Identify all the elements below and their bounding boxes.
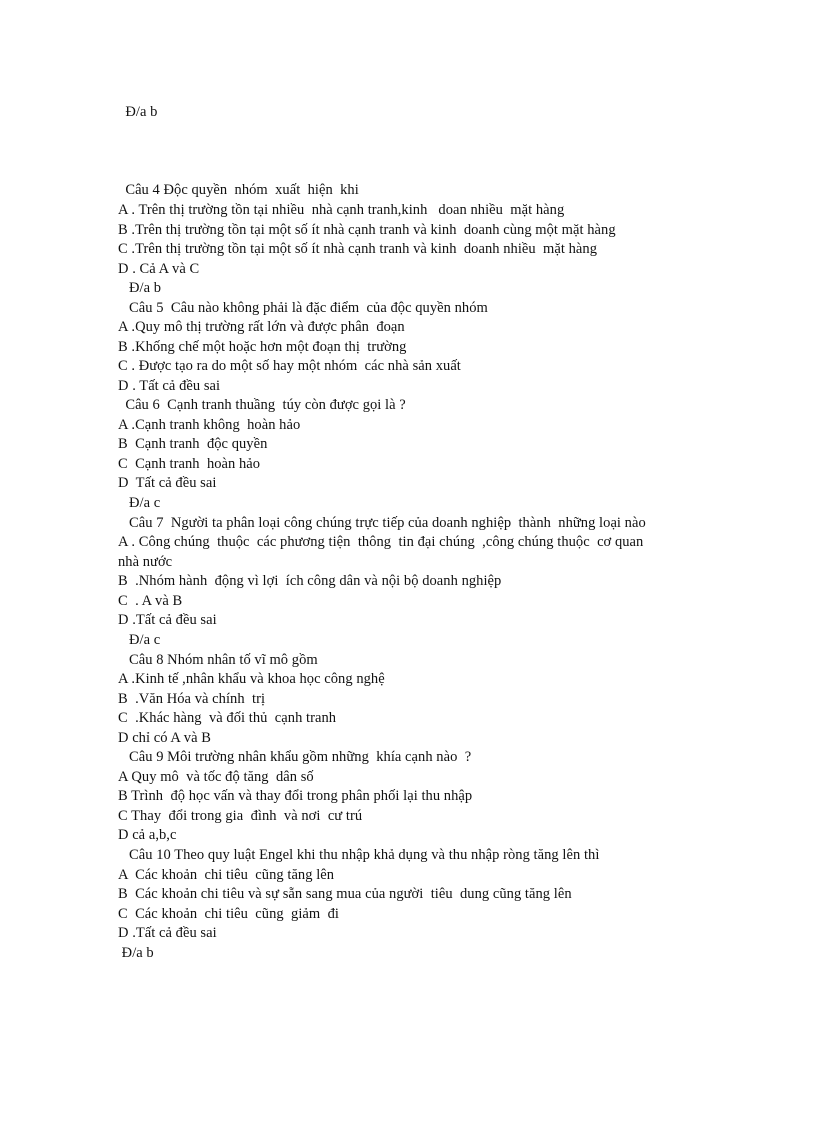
option-line: A . Công chúng thuộc các phương tiện thông tin đại chúng ,công chúng thuộc cơ quan (118, 534, 644, 550)
option-line: D cả a,b,c (118, 827, 177, 843)
option-line: D . Tất cả đều sai (118, 378, 221, 394)
option-line: D chỉ có A và B (118, 730, 211, 746)
option-line: C . Được tạo ra do một số hay một nhóm các nhà sản xuất (118, 358, 461, 374)
option-line: D .Tất cả đều sai (118, 925, 217, 941)
option-line: D .Tất cả đều sai (118, 612, 217, 628)
option-line: B Các khoản chi tiêu và sự sẵn sang mua của người tiêu dung cũng tăng lên (118, 886, 572, 902)
question-title: Câu 7 Người ta phân loại công chúng trực tiếp của doanh nghiệp thành những loại nào (118, 515, 646, 531)
answer-line: Đ/a b (118, 280, 162, 296)
option-line: C Cạnh tranh hoàn hảo (118, 456, 261, 472)
option-line: B .Khống chế một hoặc hơn một đoạn thị trường (118, 339, 407, 355)
option-line: C Các khoản chi tiêu cũng giảm đi (118, 906, 339, 922)
option-line: B .Văn Hóa và chính trị (118, 691, 266, 707)
answer-line: Đ/a c (118, 495, 161, 511)
option-line: B .Nhóm hành động vì lợi ích công dân và nội bộ doanh nghiệp (118, 573, 502, 589)
answer-line: Đ/a c (118, 632, 161, 648)
option-line: C .Trên thị trường tồn tại một số ít nhà cạnh tranh và kinh doanh nhiều mặt hàng (118, 241, 597, 257)
option-line: A Quy mô và tốc độ tăng dân số (118, 769, 314, 785)
option-line: C . A và B (118, 593, 183, 609)
question-title: Câu 4 Độc quyền nhóm xuất hiện khi (118, 182, 359, 198)
question-title: Câu 9 Môi trường nhân khẩu gồm những khía cạnh nào ? (118, 749, 472, 765)
option-line: D . Cả A và C (118, 261, 200, 277)
option-line: nhà nước (118, 554, 173, 570)
answer-line: Đ/a b (118, 104, 158, 120)
question-title: Câu 6 Cạnh tranh thuầng túy còn được gọi là ? (118, 397, 406, 413)
option-line: B Trình độ học vấn và thay đổi trong phân phối lại thu nhập (118, 788, 473, 804)
option-line: A .Cạnh tranh không hoàn hảo (118, 417, 301, 433)
option-line: D Tất cả đều sai (118, 475, 217, 491)
question-title: Câu 10 Theo quy luật Engel khi thu nhập khả dụng và thu nhập ròng tăng lên thì (118, 847, 600, 863)
option-line: B Cạnh tranh độc quyền (118, 436, 268, 452)
option-line: A .Quy mô thị trường rất lớn và được phân đoạn (118, 319, 405, 335)
option-line: B .Trên thị trường tồn tại một số ít nhà cạnh tranh và kinh doanh cùng một mặt hàng (118, 222, 616, 238)
answer-line: Đ/a b (118, 945, 154, 961)
question-title: Câu 8 Nhóm nhân tố vĩ mô gồm (118, 652, 318, 668)
option-line: A . Trên thị trường tồn tại nhiều nhà cạnh tranh,kinh doan nhiều mặt hàng (118, 202, 565, 218)
option-line: A Các khoản chi tiêu cũng tăng lên (118, 867, 335, 883)
question-title: Câu 5 Câu nào không phải là đặc điểm của độc quyền nhóm (118, 300, 488, 316)
option-line: C .Khác hàng và đối thủ cạnh tranh (118, 710, 337, 726)
option-line: C Thay đổi trong gia đình và nơi cư trú (118, 808, 363, 824)
option-line: A .Kinh tế ,nhân khẩu và khoa học công nghệ (118, 671, 385, 687)
